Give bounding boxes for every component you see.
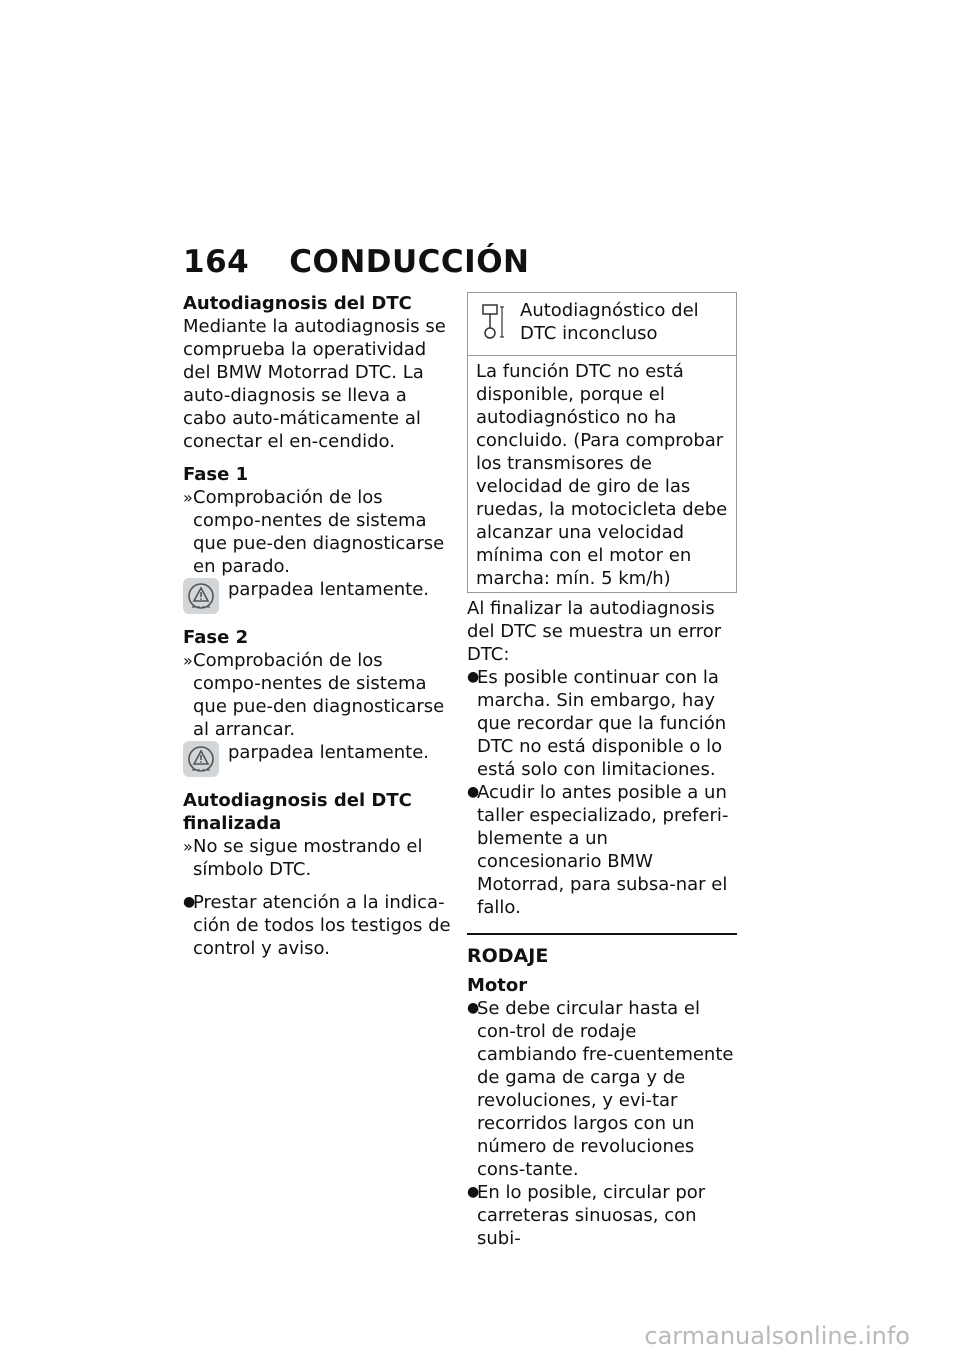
bullet-break-in xyxy=(467,997,737,1181)
bullet-mark-icon: ● xyxy=(467,1000,480,1016)
box-title-line1: Autodiagnóstico del xyxy=(520,300,699,321)
left-column xyxy=(183,292,451,960)
section-divider xyxy=(467,933,737,935)
phase1-item xyxy=(183,486,451,578)
phase2-item xyxy=(183,649,451,741)
bullet-workshop xyxy=(467,781,737,919)
right-column xyxy=(467,292,737,1250)
phase1-blink-text: parpadea lentamente. xyxy=(228,579,430,600)
phase2-blink-text: parpadea lentamente. xyxy=(228,742,430,763)
arrow-mark-icon: » xyxy=(183,837,193,856)
finished-item-text: No se sigue mostrando el símbolo DTC. xyxy=(193,836,423,880)
motor-heading: Motor xyxy=(467,975,528,996)
autodiag-heading: Autodiagnosis del DTC xyxy=(183,293,412,314)
bullet-mark-icon: ● xyxy=(467,669,480,685)
page-number: 164 xyxy=(183,244,250,280)
arrow-mark-icon: » xyxy=(183,651,193,670)
bullet-mark-icon: ● xyxy=(467,1184,480,1200)
bullet-break-in-text: Se debe circular hasta el con-trol de rodaje cambiando fre-cuentemente de gama de carga y de revoluciones, y evi-tar recorridos largos con un número de revoluciones cons-tante. xyxy=(477,998,734,1180)
info-box-header xyxy=(468,293,736,356)
phase1-item-text: Comprobación de los compo-nentes de sistema que pue-den diagnosticarse en parado. xyxy=(193,487,445,577)
dtc-sensor-icon xyxy=(480,303,506,347)
attention-item-text: Prestar atención a la indica-ción de todos los testigos de control y aviso. xyxy=(193,892,451,959)
finished-heading xyxy=(183,789,451,835)
arrow-mark-icon: » xyxy=(183,488,193,507)
dtc-info-box xyxy=(467,292,737,593)
phase1-blink-line xyxy=(183,578,451,616)
phase2-blink-line xyxy=(183,741,451,779)
phase1-heading: Fase 1 xyxy=(183,464,249,485)
finished-heading-line2: finalizada xyxy=(183,813,282,834)
phase2-heading: Fase 2 xyxy=(183,627,249,648)
rodaje-heading: RODAJE xyxy=(467,945,549,967)
attention-item xyxy=(183,891,451,960)
bullet-continue xyxy=(467,666,737,781)
bullet-continue-text: Es posible continuar con la marcha. Sin embargo, hay que recordar que la función DTC no está disponible o lo está solo con limitaciones. xyxy=(477,667,727,780)
bullet-mark-icon: ● xyxy=(183,894,196,910)
page-header xyxy=(183,244,530,280)
bullet-workshop-text: Acudir lo antes posible a un taller especializado, preferi-blemente a un concesionario BMW Motorrad, para subsa-nar el fallo. xyxy=(477,782,729,918)
traction-warning-icon xyxy=(183,578,219,614)
after-box-text: Al finalizar la autodiagnosis del DTC se muestra un error DTC: xyxy=(467,598,722,665)
bullet-mark-icon: ● xyxy=(467,784,480,800)
finished-item xyxy=(183,835,451,881)
info-box-body: La función DTC no está disponible, porque el autodiagnóstico no ha concluido. (Para comprobar los transmisores de velocidad de giro de las ruedas, la motocicleta debe alcanzar una velocidad mínima con el motor en marcha: mín. 5 km/h) xyxy=(476,361,728,589)
box-title-line2: DTC inconcluso xyxy=(520,323,658,344)
bullet-roads xyxy=(467,1181,737,1250)
bullet-roads-text: En lo posible, circular por carreteras sinuosas, con subi- xyxy=(477,1182,706,1249)
traction-warning-icon xyxy=(183,741,219,777)
watermark: carmanualsonline.info xyxy=(644,1322,910,1350)
phase2-item-text: Comprobación de los compo-nentes de sistema que pue-den diagnosticarse al arrancar. xyxy=(193,650,445,740)
finished-heading-line1: Autodiagnosis del DTC xyxy=(183,790,412,811)
section-title: CONDUCCIÓN xyxy=(289,244,530,280)
autodiag-text: Mediante la autodiagnosis se comprueba la operatividad del BMW Motorrad DTC. La auto-diagnosis se lleva a cabo auto-máticamente al conectar el en-cendido. xyxy=(183,316,446,452)
